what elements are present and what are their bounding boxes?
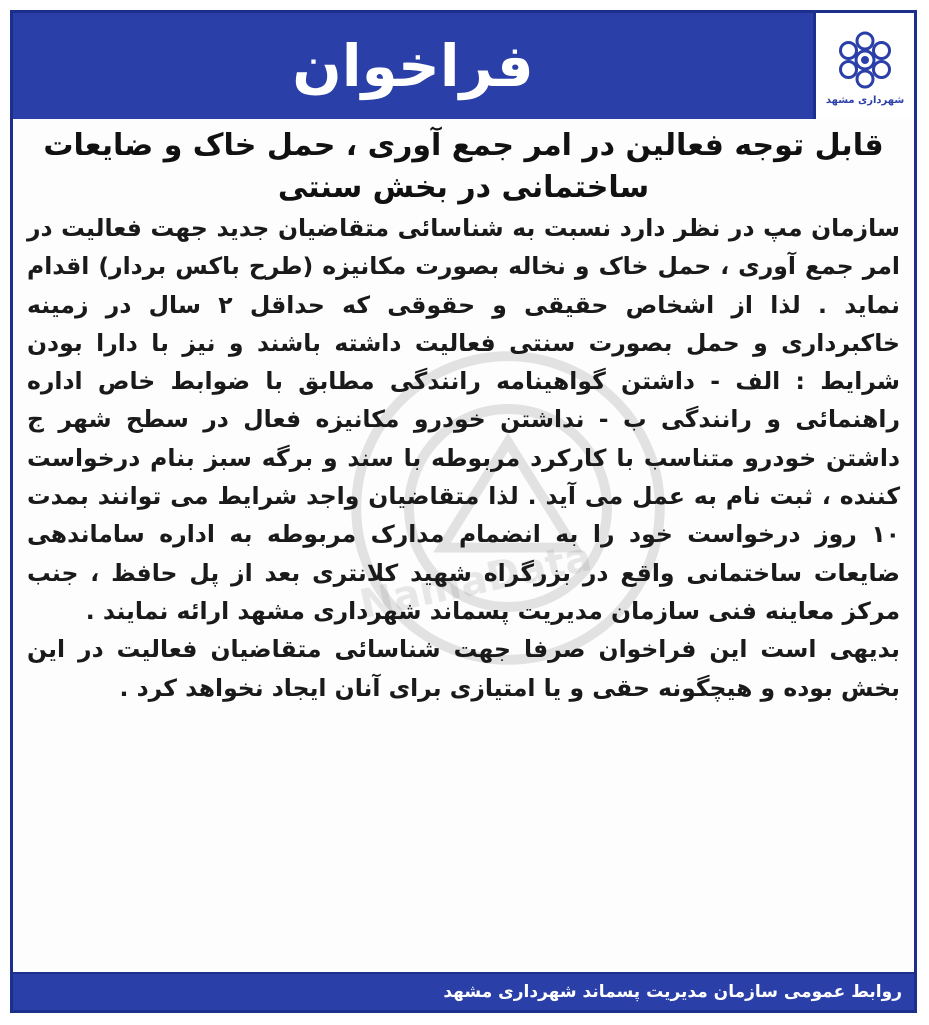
footer [13,974,914,1010]
municipality-logo-icon [832,27,898,93]
page-title: فراخوان [292,32,534,100]
subject-line-1: قابل توجه فعالین در امر جمع آوری ، حمل خاک و ضایعات [43,128,884,163]
subject-line-2: ساختمانی در بخش سنتی [277,170,650,205]
notice-content [27,125,900,707]
header [13,13,914,119]
logo-box [813,13,914,119]
title-banner [13,13,813,119]
body-paragraph-2: بدیهی است این فراخوان صرفا جهت شناسائی متقاضیان فعالیت در این بخش بوده و هیچگونه حقی و یا امتیازی برای آنان ایجاد نخواهد کرد . [27,635,900,702]
watermark-text: NamaData [355,534,596,628]
body-paragraph-1: سازمان مپ در نظر دارد نسبت به شناسائی متقاضیان جدید جهت فعالیت در امر جمع آوری ، حمل خاک و نخاله بصورت مکانیزه (طرح باکس بردار) اقدام نماید . لذا از اشخاص حقیقی و حقوقی که حداقل ۲ سال در زمینه خاکبرداری و حمل بصورت سنتی فعالیت داشته باشند و نیز با دارا بودن شرایط : الف - داشتن گواهینامه رانندگی مطابق با ضوابط خاص اداره راهنمائی و رانندگی ب - نداشتن خودرو مکانیزه فعال در سطح شهر ج داشتن خودرو متناسب با کارکرد مربوطه با سند و برگه سبز بنام درخواست کننده ، ثبت نام به عمل می آید . لذا متقاضیان واجد شرایط می توانند بمدت ۱۰ روز درخواست خود را به انضمام مدارک مربوطه به اداره ساماندهی ضایعات ساختمانی واقع در بزرگراه شهید کلانتری بعد از پل حافظ ، جنب مرکز معاینه فنی سازمان مدیریت پسماند شهرداری مشهد ارائه نمایند . [27,214,900,625]
footer-credit: روابط عمومی سازمان مدیریت پسماند شهرداری مشهد [443,982,902,1002]
logo-caption: شهرداری مشهد [825,94,905,106]
notice-frame [10,10,917,1013]
